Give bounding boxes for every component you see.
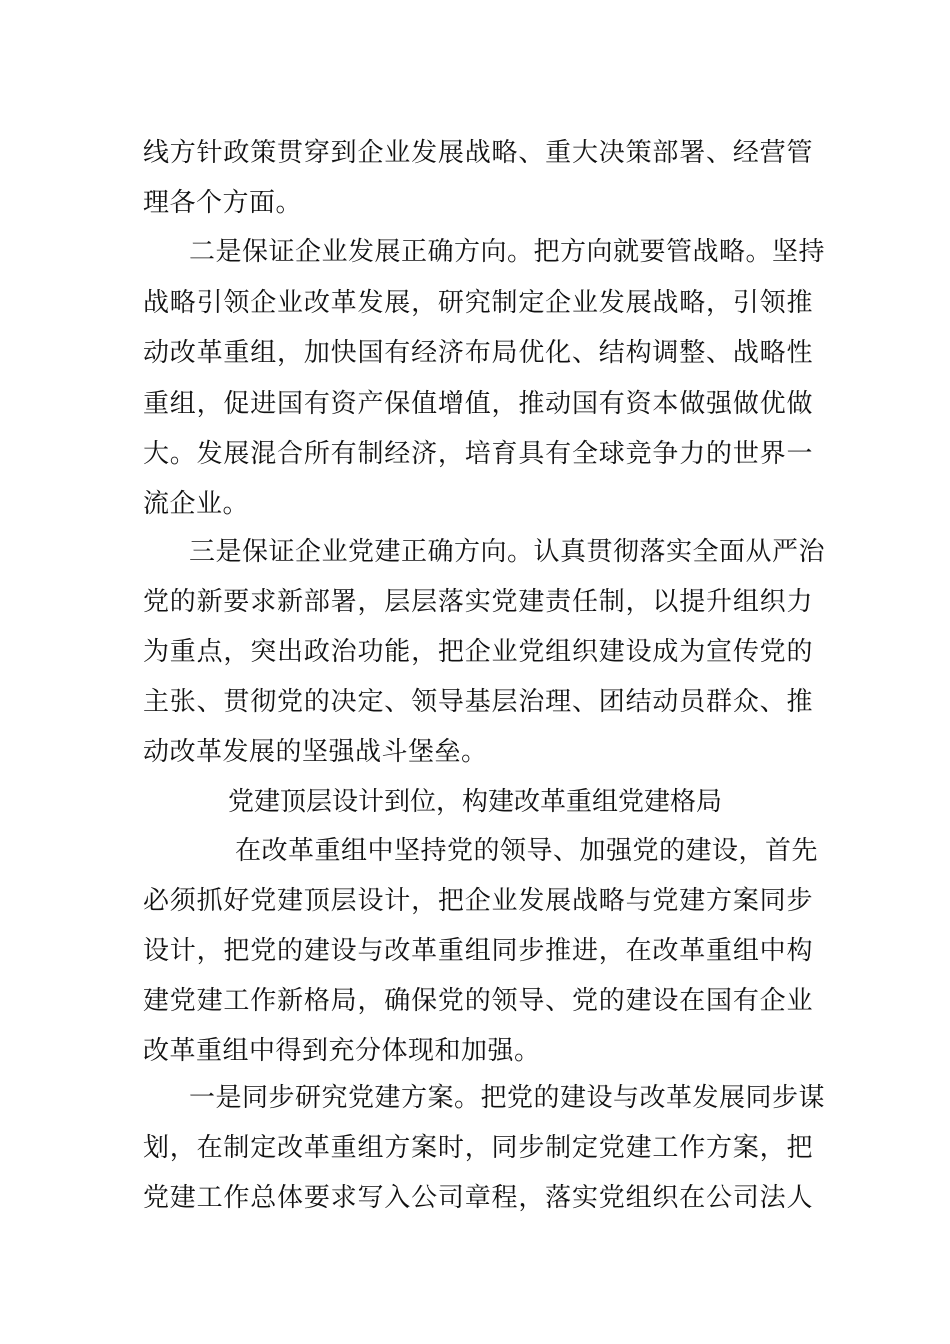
paragraph-line: 主张、贯彻党的决定、领导基层治理、团结动员群众、推 bbox=[143, 687, 813, 717]
paragraph-line: 在改革重组中坚持党的领导、加强党的建设，首先 bbox=[235, 836, 819, 866]
paragraph-line: 党建工作总体要求写入公司章程，落实党组织在公司法人 bbox=[143, 1183, 813, 1213]
paragraph-line: 改革重组中得到充分体现和加强。 bbox=[143, 1036, 541, 1066]
paragraph-line: 一是同步研究党建方案。把党的建设与改革发展同步谋 bbox=[189, 1083, 826, 1113]
paragraph-line: 动改革重组，加快国有经济布局优化、结构调整、战略性 bbox=[143, 338, 813, 368]
paragraph-line: 建党建工作新格局，确保党的领导、党的建设在国有企业 bbox=[143, 986, 813, 1016]
paragraph-line: 为重点，突出政治功能，把企业党组织建设成为宣传党的 bbox=[143, 637, 813, 667]
paragraph-line: 三是保证企业党建正确方向。认真贯彻落实全面从严治 bbox=[189, 537, 826, 567]
paragraph-line: 党的新要求新部署，层层落实党建责任制，以提升组织力 bbox=[143, 587, 813, 617]
paragraph-line: 动改革发展的坚强战斗堡垒。 bbox=[143, 737, 488, 767]
paragraph-line: 二是保证企业发展正确方向。把方向就要管战略。坚持 bbox=[189, 237, 826, 267]
paragraph-line: 划，在制定改革重组方案时，同步制定党建工作方案，把 bbox=[143, 1133, 813, 1163]
paragraph-line: 线方针政策贯穿到企业发展战略、重大决策部署、经营管 bbox=[143, 138, 813, 168]
paragraph-line: 理各个方面。 bbox=[143, 188, 303, 218]
paragraph-line: 重组，促进国有资产保值增值，推动国有资本做强做优做 bbox=[143, 389, 813, 419]
section-heading: 党建顶层设计到位，构建改革重组党建格局 bbox=[228, 787, 723, 817]
paragraph-line: 大。发展混合所有制经济，培育具有全球竞争力的世界一 bbox=[143, 439, 813, 469]
paragraph-line: 战略引领企业改革发展，研究制定企业发展战略，引领推 bbox=[143, 288, 813, 318]
paragraph-line: 流企业。 bbox=[143, 489, 250, 519]
paragraph-line: 设计，把党的建设与改革重组同步推进，在改革重组中构 bbox=[143, 936, 813, 966]
paragraph-line: 必须抓好党建顶层设计，把企业发展战略与党建方案同步 bbox=[143, 886, 813, 916]
